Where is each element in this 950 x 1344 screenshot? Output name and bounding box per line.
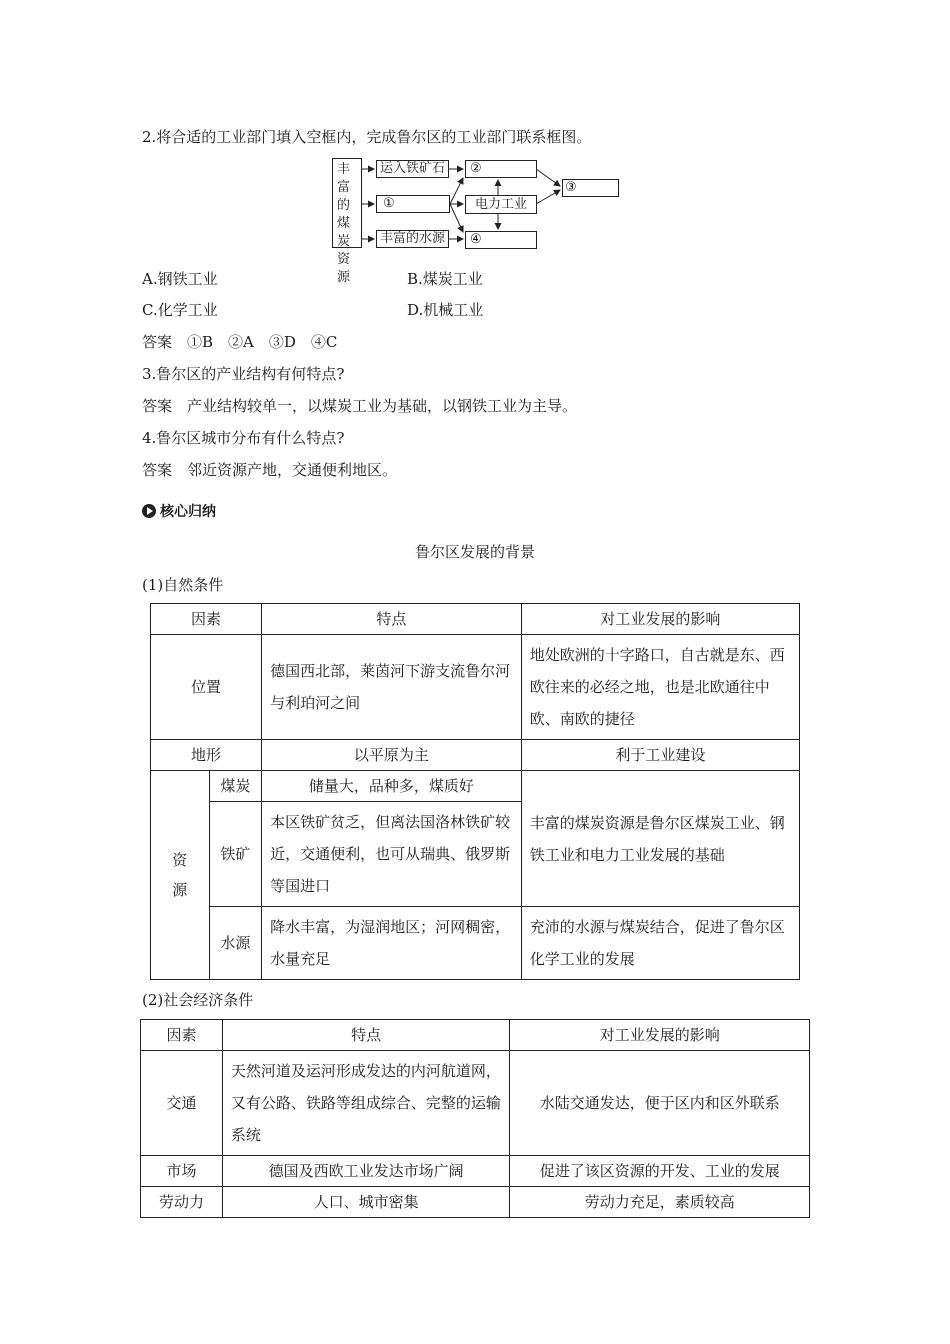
table-header-row [141,1020,810,1051]
diagram-iron-ore-box: 运入铁矿石 [376,160,449,178]
row-label-water: 水源 [209,907,261,980]
q4-answer: 答案 邻近资源产地，交通便利地区。 [142,461,398,479]
location-impact: 地处欧洲的十字路口，自古就是东、西欧往来的必经之地，也是北欧通往中欧、南欧的捷径 [521,635,799,740]
diagram-blank-2: ② [465,160,537,178]
table-row [151,635,800,740]
header-impact: 对工业发展的影响 [510,1020,810,1051]
q2-answer: 答案 ①B ②A ③D ④C [142,333,338,351]
option-d: D.机械工业 [407,301,484,319]
diagram-blank-4: ④ [465,231,537,249]
natural-caption: (1)自然条件 [142,576,224,594]
section-title: 鲁尔区发展的背景 [414,543,535,561]
row-label-coal: 煤炭 [209,771,261,802]
table-row [141,1187,810,1218]
diagram-blank-3: ③ [562,179,619,197]
coal-feature: 储量大，品种多，煤质好 [262,771,522,802]
q3-answer: 答案 产业结构较单一，以煤炭工业为基础，以钢铁工业为主导。 [142,397,578,415]
transport-feature: 天然河道及运河形成发达的内河航道网，又有公路、铁路等组成综合、完整的运输系统 [222,1051,510,1156]
q2-options-row-1 [142,268,702,289]
water-feature: 降水丰富，为湿润地区；河网稠密，水量充足 [262,907,522,980]
labor-feature: 人口、城市密集 [222,1187,510,1218]
diagram-power-box: 电力工业 [465,195,537,214]
water-impact: 充沛的水源与煤炭结合，促进了鲁尔区化学工业的发展 [521,907,799,980]
table-header-row [151,604,800,635]
diagram-source-box: 丰富的煤炭资源 [332,158,362,248]
header-factor: 因素 [141,1020,223,1051]
option-c: C.化学工业 [142,301,218,319]
q2-options-row-2 [142,299,702,320]
coal-iron-impact: 丰富的煤炭资源是鲁尔区煤炭工业、钢铁工业和电力工业发展的基础 [521,771,799,907]
market-impact: 促进了该区资源的开发、工业的发展 [510,1156,810,1187]
terrain-impact: 利于工业建设 [521,740,799,771]
row-label-iron: 铁矿 [209,802,261,907]
row-label-labor: 劳动力 [141,1187,223,1218]
play-circle-icon [142,504,156,518]
diagram-blank-1: ① [376,195,450,213]
row-label-transport: 交通 [141,1051,223,1156]
core-summary-heading [142,501,216,521]
row-label-location: 位置 [151,635,262,740]
market-feature: 德国及西欧工业发达市场广阔 [222,1156,510,1187]
header-factor: 因素 [151,604,262,635]
q2-prompt: 2.将合适的工业部门填入空框内，完成鲁尔区的工业部门联系框图。 [142,128,592,146]
terrain-feature: 以平原为主 [262,740,522,771]
row-label-terrain: 地形 [151,740,262,771]
iron-feature: 本区铁矿贫乏，但离法国洛林铁矿较近，交通便利，也可从瑞典、俄罗斯等国进口 [262,802,522,907]
q3-prompt: 3.鲁尔区的产业结构有何特点? [142,365,345,383]
q4-prompt: 4.鲁尔区城市分布有什么特点? [142,429,345,447]
table-row [151,740,800,771]
header-feature: 特点 [222,1020,510,1051]
social-conditions-table [140,1019,810,1218]
header-impact: 对工业发展的影响 [521,604,799,635]
labor-impact: 劳动力充足，素质较高 [510,1187,810,1218]
core-heading-text: 核心归纳 [160,504,216,520]
table-row [151,907,800,980]
option-b: B.煤炭工业 [407,270,483,288]
transport-impact: 水陆交通发达，便于区内和区外联系 [510,1051,810,1156]
social-caption: (2)社会经济条件 [142,991,254,1009]
row-label-market: 市场 [141,1156,223,1187]
table-row [151,771,800,802]
row-label-resources: 资源 [151,771,210,980]
location-feature: 德国西北部，莱茵河下游支流鲁尔河与利珀河之间 [262,635,522,740]
natural-conditions-table [150,603,800,980]
diagram-water-box: 丰富的水源 [376,230,449,248]
option-a: A.钢铁工业 [142,270,218,288]
table-row [141,1051,810,1156]
table-row [141,1156,810,1187]
header-feature: 特点 [262,604,522,635]
